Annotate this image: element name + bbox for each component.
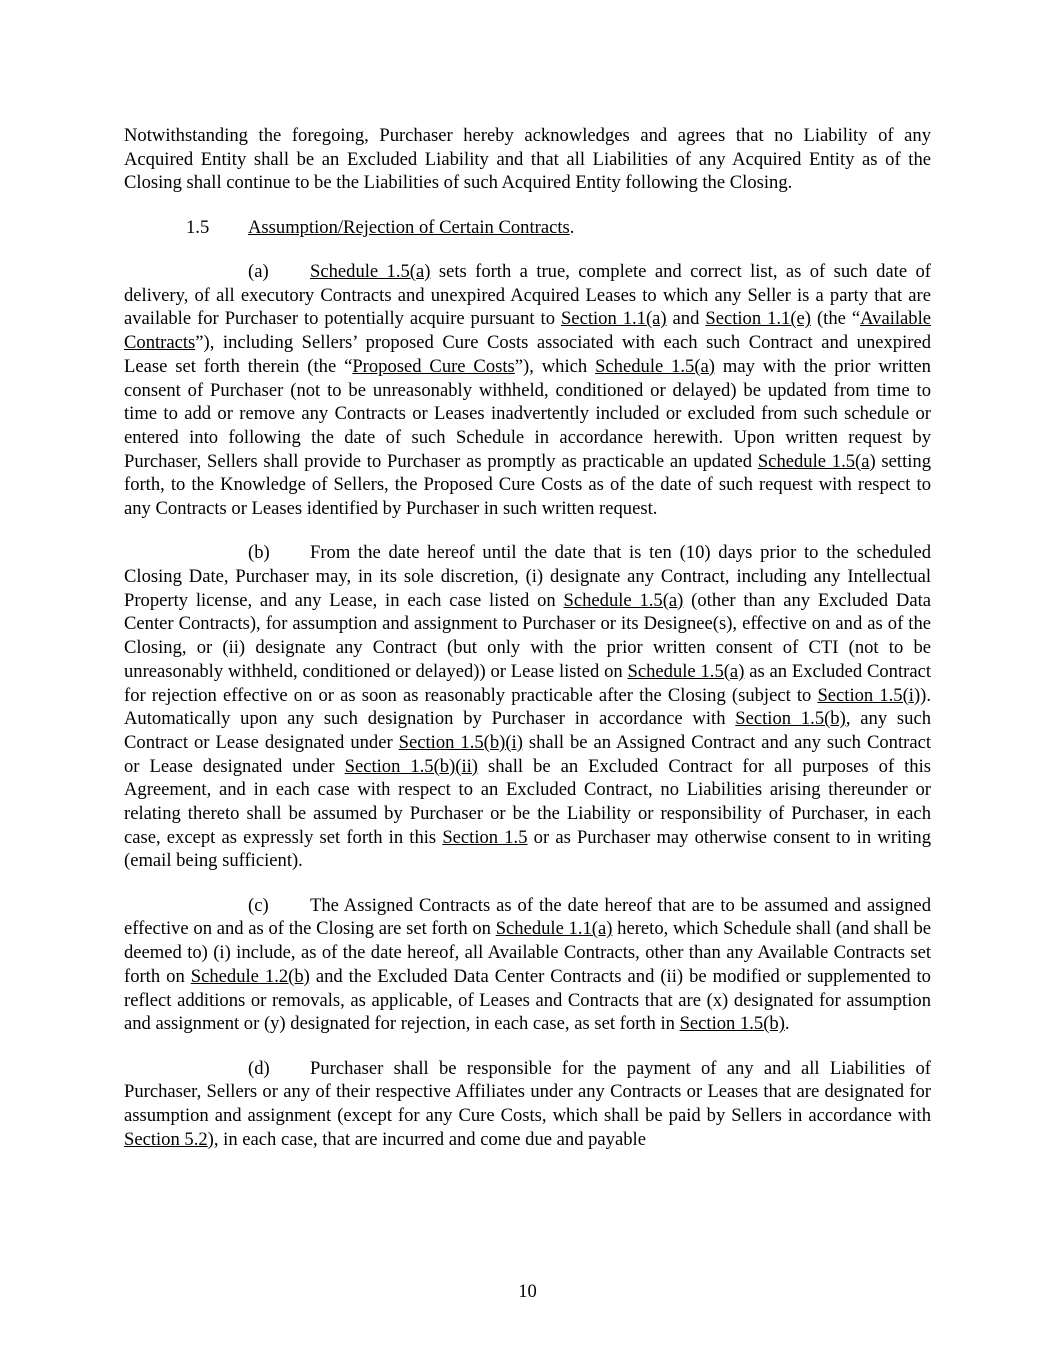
paragraph-c <box>124 894 931 1036</box>
paragraph-d <box>124 1057 931 1152</box>
text-run: and <box>666 308 706 330</box>
text-run: may with the prior written consent of Purchaser (not to be unreasonably withheld, conditioned or delayed) be updated from time to time to add or remove any Contracts or Leases inadvertently included or excluded from such schedule or entered into following the date of such Schedule in accordance herewith. Upon written request by Purchaser, Sellers shall provide to Purchaser as promptly as practicable an updated <box>124 355 931 472</box>
text-run: as an Excluded Contract for rejection effective on or as soon as reasonably practicable after the Closing (subject to <box>124 660 931 706</box>
defined-term: Proposed Cure Costs <box>352 355 515 377</box>
document-page <box>124 124 931 1172</box>
text-run: From the date hereof until the date that is ten (10) days prior to the scheduled Closing Date, Purchaser may, in its sole discretion, (i) designate any Contract, including any Intellectual Property license, and any Lease, in each case listed on <box>124 542 931 611</box>
cross-reference: Section 1.5(i) <box>817 684 921 706</box>
text-run: Purchaser shall be responsible for the payment of any and all Liabilities of Purchaser, Sellers or any of their respective Affiliates under any Contracts or Leases that are designated for assumption and assignment (except for any Cure Costs, which shall be paid by Sellers in accordance with <box>124 1057 931 1126</box>
cross-reference: Schedule 1.5(a) <box>563 589 684 611</box>
section-title: Assumption/Rejection of Certain Contracts <box>248 216 570 238</box>
cross-reference: Schedule 1.2(b) <box>190 965 310 987</box>
text-run: . <box>569 216 575 238</box>
cross-reference: Section 1.5(b) <box>735 708 846 730</box>
text-run: ”), which <box>514 355 596 377</box>
paragraph-a <box>124 260 931 521</box>
cross-reference: Schedule 1.5(a) <box>595 355 715 377</box>
text-run: ), in each case, that are incurred and come due and payable <box>207 1128 646 1150</box>
cross-reference: Section 1.5 <box>442 826 528 848</box>
cross-reference: Section 1.5(b)(ii) <box>344 755 478 777</box>
subsection-label: (b) <box>248 542 270 564</box>
paragraph-b <box>124 541 931 873</box>
subsection-label: (c) <box>248 894 269 916</box>
text-run: and the Excluded Data Center Contracts and (ii) be modified or supplemented to reflect additions or removals, as applicable, of Leases and Contracts that are (x) designated for assumption and assignment or (y) designated for rejection, in each case, as set forth in <box>124 965 931 1035</box>
text-run: setting forth, to the Knowledge of Sellers, the Proposed Cure Costs as of the date of such request with respect to any Contracts or Leases identified by Purchaser in such written request. <box>124 450 932 520</box>
text-run: sets forth a true, complete and correct list, as of such date of delivery, of all executory Contracts and unexpired Acquired Leases to which any Seller is a party that are available for Purchaser to potentially acquire pursuant to <box>124 261 931 330</box>
cross-reference: Schedule 1.5(a) <box>310 261 431 282</box>
cross-reference: Schedule 1.1(a) <box>495 918 613 940</box>
text-run: (the “ <box>811 308 861 330</box>
subsection-label: (a) <box>248 261 269 282</box>
cross-reference: Section 1.1(a) <box>560 308 667 330</box>
text-run: ). Automatically upon any such designation by Purchaser in accordance with <box>124 684 931 730</box>
defined-term: Available Contracts <box>124 308 931 354</box>
text-run: , any such Contract or Lease designated under <box>124 708 932 753</box>
text-run: . <box>784 1013 790 1035</box>
subsection-label: (d) <box>248 1057 270 1079</box>
cross-reference: Section 1.5(b)(i) <box>398 731 523 753</box>
text-run: The Assigned Contracts as of the date hereof that are to be assumed and assigned effective on and as of the Closing are set forth on <box>124 894 931 940</box>
cross-reference: Section 1.5(b) <box>679 1013 785 1035</box>
page-number: 10 <box>518 1281 537 1302</box>
text-run: hereto, which Schedule shall (and shall be deemed to) (i) include, as of the date hereof, all Available Contracts, other than any Available Contracts set forth on <box>124 918 932 987</box>
section-number: 1.5 <box>186 216 210 238</box>
section-heading-1-5 <box>124 216 931 240</box>
text-run: ”), including Sellers’ proposed Cure Costs associated with each such Contract and unexpired Lease set forth therein (the “ <box>124 332 931 377</box>
text-run: shall be an Assigned Contract and any such Contract or Lease designated under <box>124 731 931 777</box>
text-run: shall be an Excluded Contract for all purposes of this Agreement, and in each case with respect to an Excluded Contract, no Liabilities arising thereunder or relating thereto shall be assumed by Purchaser or be the Liability or responsibility of Purchaser, in each case, except as expressly set forth in this <box>124 755 931 848</box>
cross-reference: Schedule 1.5(a) <box>627 660 745 682</box>
cross-reference: Section 5.2 <box>124 1128 208 1150</box>
paragraph-intro <box>124 124 931 195</box>
text-run: or as Purchaser may otherwise consent to in writing (email being sufficient). <box>124 826 931 872</box>
text-run: Notwithstanding the foregoing, Purchaser hereby acknowledges and agrees that no Liability of any Acquired Entity shall be an Excluded Liability and that all Liabilities of any Acquired Entity as of the Closing shall continue to be the Liabilities of such Acquired Entity following the Closing. <box>124 125 931 194</box>
text-run: (other than any Excluded Data Center Contracts), for assumption and assignment to Purchaser or its Designee(s), effective on and as of the Closing, or (ii) designate any Contract (but only with the prior written consent of CTI (not to be unreasonably withheld, conditioned or delayed)) or Lease listed on <box>124 589 932 682</box>
cross-reference: Schedule 1.5(a) <box>757 450 876 472</box>
cross-reference: Section 1.1(e) <box>705 308 811 330</box>
